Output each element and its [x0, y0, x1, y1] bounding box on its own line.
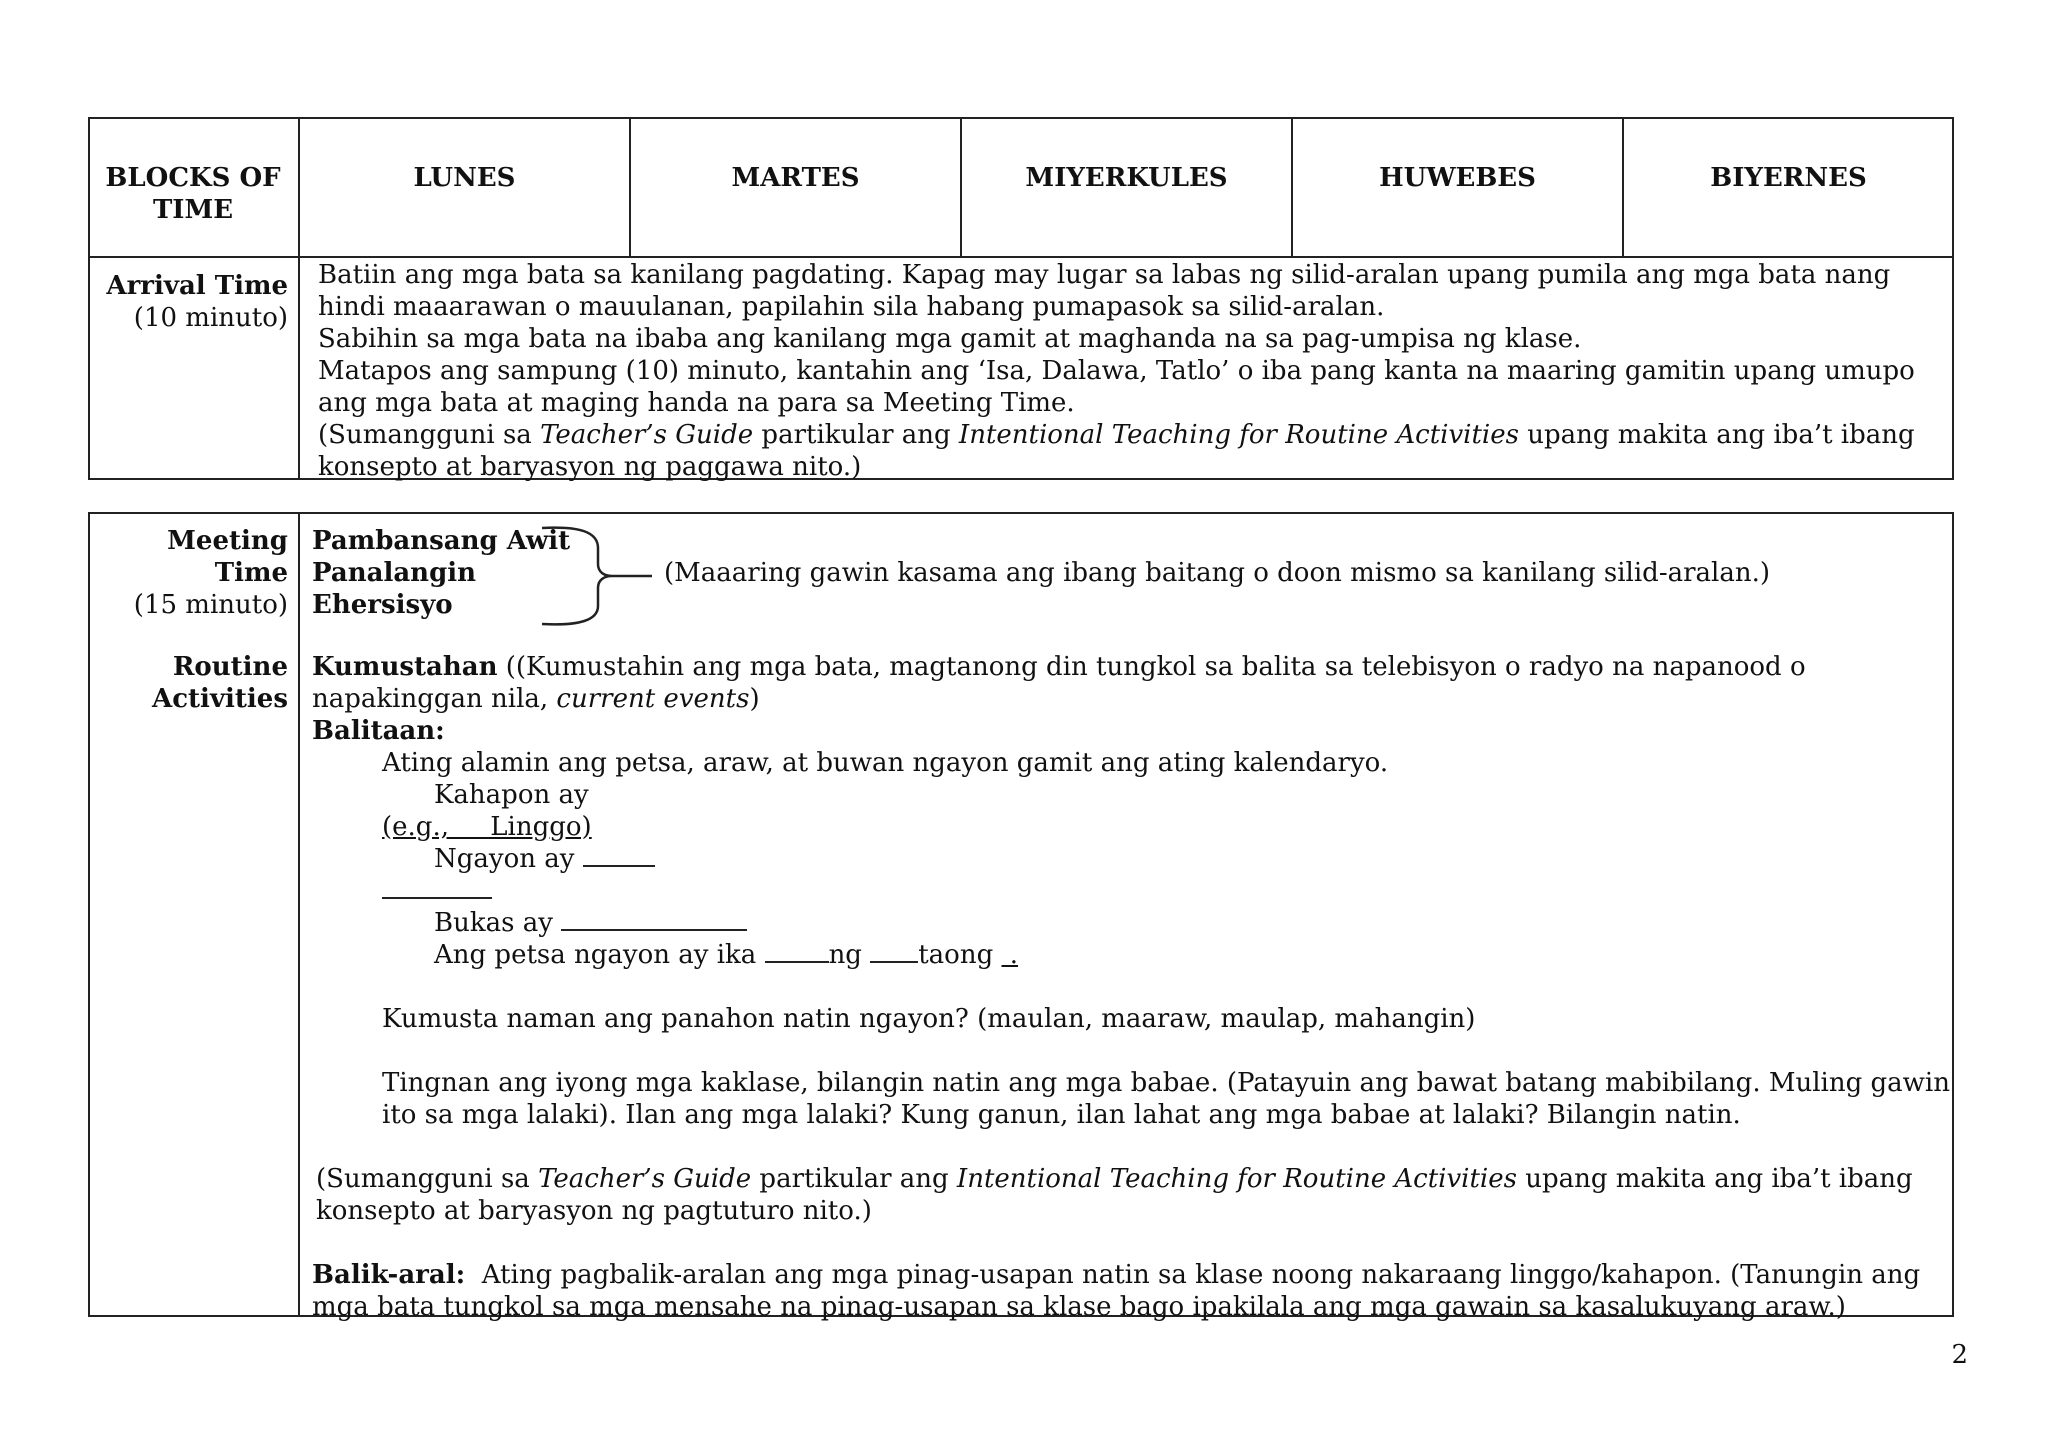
item-panalangin: Panalangin [312, 558, 477, 588]
meeting-label-1: Meeting [167, 526, 288, 556]
page-number: 2 [1951, 1340, 1968, 1370]
header-day-martes: MARTES [731, 163, 860, 193]
arrival-label: Arrival Time [106, 271, 288, 301]
blank-ngayon [583, 843, 655, 867]
routine-label-1: Routine [172, 652, 288, 682]
bukas-line: Bukas ay [434, 907, 747, 939]
kumustahan-line-2: napakinggan nila, current events) [312, 684, 760, 714]
header-day-lunes: LUNES [413, 163, 516, 193]
example-line: (e.g., Linggo) [382, 812, 592, 842]
tingnan-line-1: Tingnan ang iyong mga kaklase, bilangin natin ang mga babae. (Patayuin ang bawat batang mabibilang. Muling gawin [382, 1068, 1950, 1098]
header-blocks-of-time: BLOCKS OF TIME [105, 163, 281, 225]
routine-label-2: Activities [152, 684, 288, 714]
tingnan-line-2: ito sa mga lalaki). Ilan ang mga lalaki? Kung ganun, ilan lahat ang mga babae at lalaki? Bilangin natin. [382, 1100, 1741, 1130]
petsa-line: Ang petsa ngayon ay ika ng taong . [434, 940, 1019, 970]
ngayon-line: Ngayon ay [434, 843, 655, 875]
balikaral-line-2: mga bata tungkol sa mga mensahe na pinag-usapan sa klase bago ipakilala ang mga gawain sa kasalukuyang araw.) [312, 1292, 1846, 1322]
blank-ngayon-continuation [382, 875, 492, 907]
header-divider [88, 256, 1954, 258]
meeting-reference: (Sumangguni sa Teacher’s Guide partikular ang Intentional Teaching for Routine Activities upang makita ang iba’t ibang [316, 1164, 1913, 1194]
arrival-line-1: Batiin ang mga bata sa kanilang pagdating. Kapag may lugar sa labas ng silid-aralan upang pumila ang mga bata nang [318, 260, 1891, 290]
arrival-line-3: Sabihin sa mga bata na ibaba ang kanilang mga gamit at maghanda na sa pag-umpisa ng klase. [318, 324, 1582, 354]
balitaan-line-1: Ating alamin ang petsa, araw, at buwan ngayon gamit ang ating kalendaryo. [382, 748, 1389, 778]
panahon-line: Kumusta naman ang panahon natin ngayon? (maulan, maaraw, maulap, mahangin) [382, 1004, 1476, 1034]
brace-note: (Maaaring gawin kasama ang ibang baitang o doon mismo sa kanilang silid-aralan.) [664, 558, 1771, 588]
balikaral-line-1: Balik-aral: Ating pagbalik-aralan ang mga pinag-usapan natin sa klase noong nakaraang linggo/kahapon. (Tanungin ang [312, 1260, 1921, 1290]
arrival-reference: (Sumangguni sa Teacher’s Guide partikular ang Intentional Teaching for Routine Activities upang makita ang iba’t ibang [318, 420, 1915, 450]
header-day-huwebes: HUWEBES [1379, 163, 1536, 193]
arrival-line-2: hindi maaarawan o mauulanan, papilahin sila habang pumapasok sa silid-aralan. [318, 292, 1385, 322]
meeting-label-2: Time [214, 558, 288, 588]
arrival-duration: (10 minuto) [133, 303, 288, 333]
arrival-reference-line-2: konsepto at baryasyon ng paggawa nito.) [318, 452, 862, 482]
arrival-line-5: ang mga bata at maging handa na para sa Meeting Time. [318, 388, 1075, 418]
header-day-biyernes: BIYERNES [1710, 163, 1867, 193]
item-pambansang-awit: Pambansang Awit [312, 526, 571, 556]
meeting-col-divider [298, 512, 300, 1317]
kahapon-line: Kahapon ay [434, 780, 589, 810]
item-ehersisyo: Ehersisyo [312, 590, 453, 620]
curly-brace-icon [540, 524, 660, 628]
meeting-reference-line-2: konsepto at baryasyon ng pagtuturo nito.) [316, 1196, 872, 1226]
balitaan-label: Balitaan: [312, 716, 445, 746]
kumustahan-line-1: Kumustahan ((Kumustahin ang mga bata, magtanong din tungkol sa balita sa telebisyon o radyo na napanood o [312, 652, 1806, 682]
meeting-duration: (15 minuto) [133, 590, 288, 620]
blank-bukas [561, 907, 747, 931]
arrival-line-4: Matapos ang sampung (10) minuto, kantahin ang ‘Isa, Dalawa, Tatlo’ o iba pang kanta na maaring gamitin upang umupo [318, 356, 1915, 386]
header-day-miyerkules: MIYERKULES [1025, 163, 1228, 193]
